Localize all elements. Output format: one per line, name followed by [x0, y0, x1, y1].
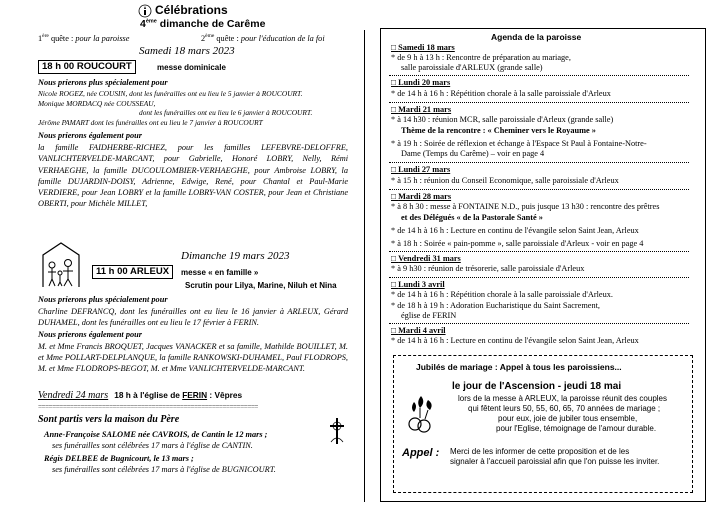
sat-special-line: Nicole ROGEZ, née COUSIN, dont les funérailles ont eu lieu le 5 janvier à ROUCOURT. — [38, 89, 303, 98]
jubile-line: lors de la messe à ARLEUX, la paroisse réunit des couples — [458, 394, 667, 403]
agenda-separator — [389, 75, 689, 76]
agenda-date: □ Mardi 21 mars — [391, 105, 697, 115]
rule-separator: ============================================================== — [38, 403, 258, 411]
saturday-title: Samedi 18 mars 2023 — [139, 45, 235, 57]
saturday-mass: messe dominicale — [157, 63, 226, 72]
agenda-line: * à 14 h30 : réunion MCR, salle paroissiale d'Arleux (grande salle) — [391, 115, 614, 124]
section-title: Célébrations — [155, 3, 228, 17]
appel-label: Appel : — [402, 447, 440, 459]
sat-also-text: la famille FAIDHERBE-RICHEZ, pour les familles LEFEBVRE-DELOFFRE, VANLICHTERVELDE-MARCANT, pour Gabrielle, Honoré LOBRY, Nelly, Rémi VERHAEGHE, la famille DUCOULOMBIER-VERHAEGHE, pour Ambroise LOBRY, la famille DUJARDIN-DOISY, Adrienne, Edwige, René, pour Chantal et Paul-Marie VERDIERE, pour Jean LOBRY et la famille LOBRY-VAN COSTER, pour Jean et Christiane OBERTI, pour Michèle MILLET, — [38, 143, 348, 209]
agenda-separator — [389, 102, 689, 103]
appel-line: signaler à l'accueil paroissial afin que l'on puisse les inviter. — [450, 457, 660, 466]
agenda-panel — [380, 28, 706, 502]
agenda-date: □ Lundi 3 avril — [391, 280, 697, 290]
deceased-text: ses funérailles sont célébrées 17 mars à l'église de CANTIN. — [52, 441, 253, 450]
jubile-line: qui fêtent leurs 50, 55, 60, 65, 70 années de mariage ; — [468, 404, 661, 413]
sunday-heading: 4ème dimanche de Carême — [140, 18, 266, 30]
agenda-line: * à 18 h : Soirée « pain-pomme », salle paroissiale d'Arleux - voir en page 4 — [391, 239, 644, 248]
sunday-time: 11 h 00 ARLEUX — [92, 265, 173, 279]
agenda-date: □ Vendredi 31 mars — [391, 254, 697, 264]
agenda-line: * de 14 h à 16 h : Lecture en continu de l'évangile selon Saint Jean, Arleux — [391, 226, 639, 235]
sunday-title: Dimanche 19 mars 2023 — [181, 250, 290, 262]
agenda-separator — [389, 323, 689, 324]
agenda-separator — [389, 162, 689, 163]
jubile-line: pour eux, joie de jubiler tous ensemble, — [498, 414, 638, 423]
agenda-line: Thème de la rencontre : « Cheminer vers le Royaume » — [401, 126, 596, 135]
sunday-mass: messe « en famille » — [181, 268, 259, 277]
sun-special-text: Charline DEFRANCQ, dont les funérailles ont eu lieu le 16 janvier à ARLEUX, Gérard DUHAMEL, dont les funérailles ont eu lieu le 17 février à FERIN. — [38, 307, 348, 328]
saturday-time: 18 h 00 ROUCOURT — [38, 60, 136, 74]
agenda-date: □ Samedi 18 mars — [391, 43, 697, 53]
sat-special-line: dont les funérailles ont eu lieu le 6 janvier à ROUCOURT. — [139, 108, 313, 117]
column-divider — [364, 30, 365, 502]
rings-flowers-icon — [404, 392, 438, 441]
agenda-line: * à 9 h30 : réunion de trésorerie, salle paroissiale d'Arleux — [391, 264, 585, 273]
agenda-date: □ Lundi 27 mars — [391, 165, 697, 175]
agenda-line: * à 19 h : Soirée de réflexion et échange à l'Espace St Paul à Fontaine-Notre- — [391, 139, 647, 148]
agenda-line: Dame (Temps du Carême) – voir en page 4 — [401, 149, 545, 158]
family-icon — [40, 241, 82, 292]
sun-also-text: M. et Mme Francis BROQUET, Jacques VANACKER et sa famille, Mathilde BOUILLET, M. et Mme POLLART-DELPLANQUE, la famille RANKOWSKI-DUHAMEL, Paul FLODROPS, M. et Mme FLODROPS-BEGOT, M. et Mme VANLICHTERVELDE-MARCANT. — [38, 342, 348, 374]
sat-special-line: Jérôme PAMART dont les funérailles ont eu lieu le 7 janvier à ROUCOURT — [38, 118, 263, 127]
agenda-line: et des Délégués « de la Pastorale Santé » — [401, 213, 543, 222]
jubile-head: le jour de l'Ascension - jeudi 18 mai — [452, 381, 622, 392]
jubile-line: pour l'Eglise, témoignage de l'amour durable. — [496, 424, 657, 433]
deceased-name: Régis DELBEE de Bugnicourt, le 13 mars ; — [44, 454, 194, 463]
agenda-date: □ Lundi 20 mars — [391, 78, 697, 88]
appel-line: Merci de les informer de cette proposition et de les — [450, 447, 630, 456]
cross-icon — [326, 416, 348, 449]
agenda-title: Agenda de la paroisse — [491, 32, 582, 42]
agenda-separator — [389, 277, 689, 278]
quete-2: 2ème quête : pour l'éducation de la foi — [201, 33, 325, 43]
quete-1: 1ère quête : pour la paroisse — [38, 33, 130, 43]
agenda-date: □ Mardi 28 mars — [391, 192, 697, 202]
sat-special-line: Monique MORDACQ née COUSSEAU, — [38, 99, 156, 108]
agenda-line: * de 14 h à 16 h : Répétition chorale à la salle paroissiale d'Arleux — [391, 89, 611, 98]
agenda-line: église de FERIN — [401, 311, 457, 320]
agenda-separator — [389, 189, 689, 190]
deceased-title: Sont partis vers la maison du Père — [38, 414, 180, 425]
agenda-line: * de 9 h à 13 h : Rencontre de préparation au mariage, — [391, 53, 571, 62]
agenda-line: * à 8 h 30 : messe à FONTAINE N.D., puis jusque 13 h30 : rencontre des prêtres — [391, 202, 660, 211]
agenda-line: * de 14 h à 16 h : Répétition chorale à la salle paroissiale d'Arleux. — [391, 290, 613, 299]
deceased-name: Anne-Françoise SALOME née CAVROIS, de Cantin le 12 mars ; — [44, 430, 268, 439]
deceased-text: ses funérailles sont célébrées 17 mars à l'église de BUGNICOURT. — [52, 465, 276, 474]
agenda-separator — [389, 251, 689, 252]
agenda-date: □ Mardi 4 avril — [391, 326, 697, 336]
agenda-line: salle paroissiale d'ARLEUX (grande salle) — [401, 63, 543, 72]
agenda-line: * de 18 h à 19 h : Adoration Eucharistique du Saint Sacrement, — [391, 301, 600, 310]
pray-also-heading: Nous prierons également pour — [38, 131, 142, 140]
friday-line: Vendredi 24 mars 18 h à l'église de FERIN : Vêpres — [38, 390, 243, 401]
pray-special-heading: Nous prierons plus spécialement pour — [38, 78, 168, 87]
sunday-scrutin: Scrutin pour Lilya, Marine, Niluh et Nina — [185, 281, 337, 290]
pray-also-heading: Nous prierons également pour — [38, 330, 142, 339]
jubile-box — [393, 355, 693, 493]
agenda-line: * de 14 h à 16 h : Lecture en continu de l'évangile selon Saint Jean, Arleux — [391, 336, 639, 345]
jubile-title: Jubilés de mariage : Appel à tous les paroissiens... — [416, 362, 622, 372]
agenda-line: * à 15 h : réunion du Conseil Economique, salle paroissiale d'Arleux — [391, 176, 619, 185]
pray-special-heading: Nous prierons plus spécialement pour — [38, 295, 168, 304]
